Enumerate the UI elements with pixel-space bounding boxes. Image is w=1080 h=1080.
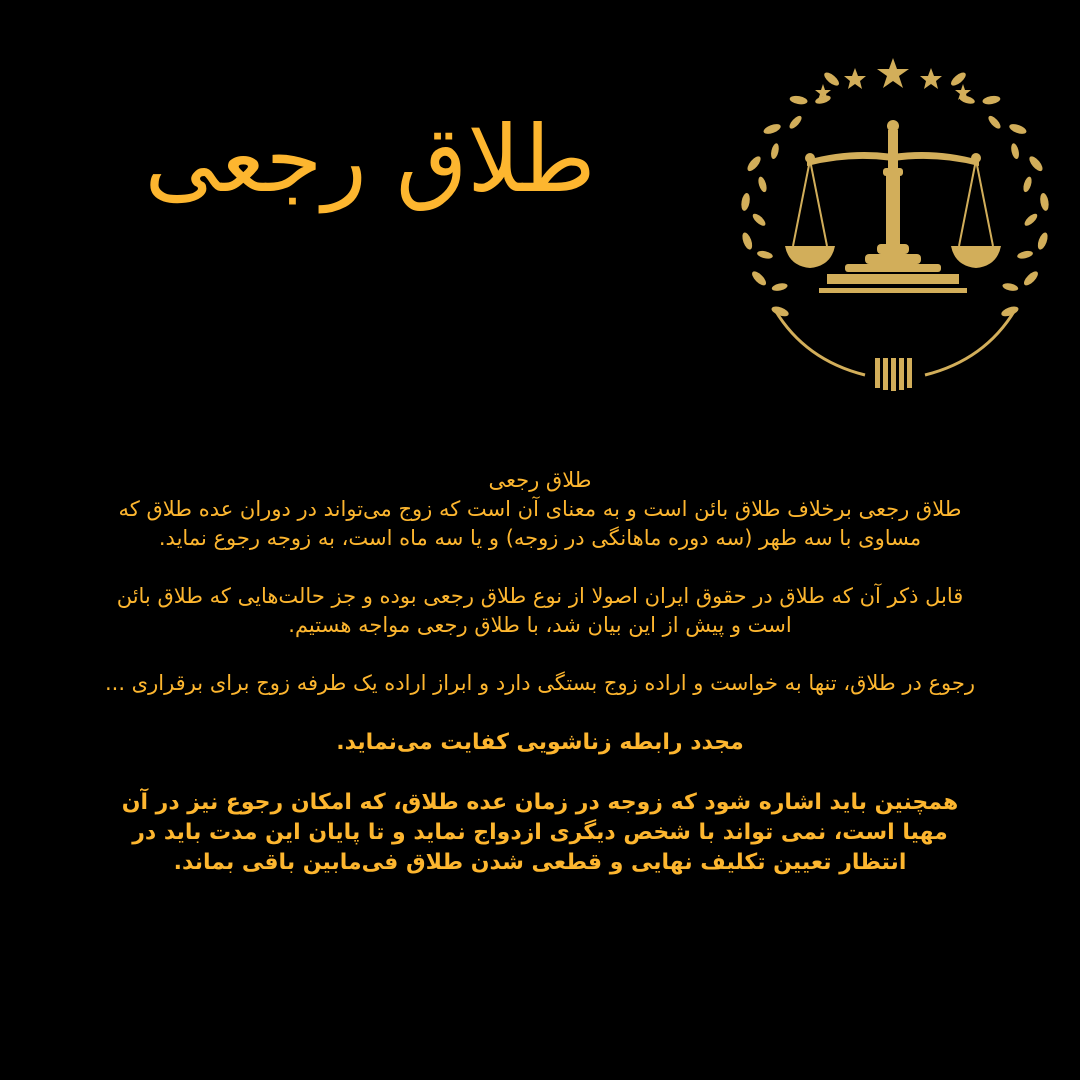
paragraph-line: است و پیش از این بیان شد، با طلاق رجعی مواجه هستیم. (288, 613, 792, 637)
paragraph-line: همچنین باید اشاره شود که زوجه در زمان عده طلاق، که امکان رجوع نیز در آن (121, 790, 959, 815)
paragraph-line: مساوی با سه طهر (سه دوره ماهانگی در زوجه) و یا سه ماه است، به زوجه رجوع نماید. (158, 526, 922, 550)
article-heading: طلاق رجعی (488, 468, 592, 492)
paragraph-line: طلاق رجعی برخلاف طلاق بائن است و به معنای آن است که زوج می‌تواند در دوران عده طلاق که (118, 497, 962, 521)
scales-of-justice-icon (715, 40, 1075, 410)
article-body (0, 466, 1080, 878)
paragraph-line: مجدد رابطه زناشویی کفایت می‌نماید. (336, 730, 744, 755)
paragraph-line: رجوع در طلاق، تنها به خواست و اراده زوج بستگی دارد و ابراز اراده یک طرفه زوج برای برقراری ... (104, 671, 976, 695)
paragraph-line: مهیا است، نمی تواند با شخص دیگری ازدواج نماید و تا پایان این مدت باید در (132, 820, 948, 845)
paragraph-line: قابل ذکر آن که طلاق در حقوق ایران اصولا از نوع طلاق رجعی بوده و جز حالت‌هایی که طلاق بائن (116, 584, 964, 608)
page-title: طلاق رجعی (144, 106, 596, 213)
star-icon (920, 68, 942, 89)
star-icon (877, 58, 909, 88)
star-icon (844, 68, 866, 89)
paragraph-line: انتظار تعیین تکلیف نهایی و قطعی شدن طلاق فی‌مابین باقی بماند. (173, 850, 907, 875)
